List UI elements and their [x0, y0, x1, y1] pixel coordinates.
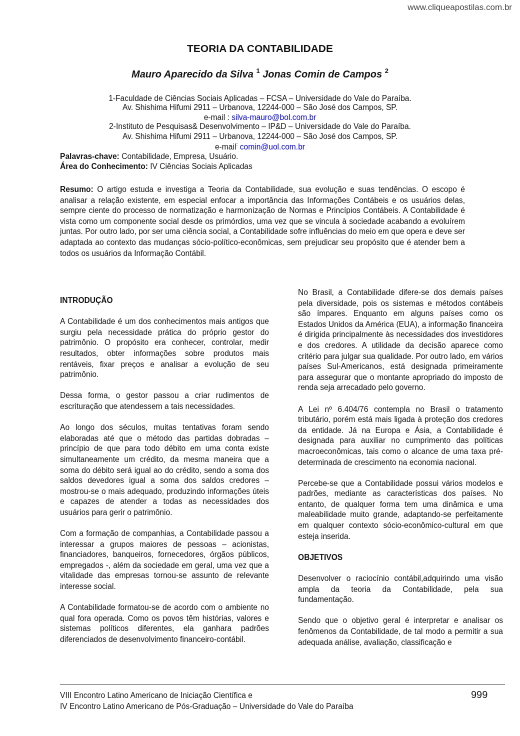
- paragraph: No Brasil, a Contabilidade difere-se dos demais países pela diversidade, pois os sistemas e métodos contábeis são ímpares. Enquanto em alguns países como os Estados Unidos da América (EUA), a informação financeira é dirigida principalmente às necessidades dos investidores e dos credores. A utilidade da decisão aparece como critério para julgar sua qualidade. Por outro lado, em vários países Sul-Americanos, está designada primeiramente para assegurar que o montante apropriado do imposto de renda seja arrecadado pelo governo.: [298, 288, 503, 393]
- author-2: Jonas Comin de Campos: [262, 69, 383, 81]
- email-link-1[interactable]: silva-mauro@bol.com.br: [231, 112, 317, 122]
- left-column: [60, 296, 269, 656]
- author-2-marker: 2: [384, 68, 389, 75]
- paragraph: A Lei nº 6.404/76 contempla no Brasil o tratamento tributário, porém está mais ligada à proteção dos credores da entidade. Já na Europa e Ásia, a Contabilidade é designada para auxiliar no cumprimento das políticas macroeconômicas, tais como o alcance de uma taxa pré-determinada de crescimento na economia nacional.: [298, 404, 503, 467]
- paragraph: Percebe-se que a Contabilidade possui vários modelos e padrões, mediante as características dos países. No entanto, de qualquer forma tem uma dinâmica e uma maleabilidade muito grande, adaptando-se perfeitamente em qualquer contexto sócio-econômico-cultural em que esteja inserida.: [298, 478, 503, 541]
- paragraph: Dessa forma, o gestor passou a criar rudimentos de escrituração que atendessem a tais necessidades.: [60, 391, 269, 411]
- abstract-label: Resumo:: [60, 185, 94, 194]
- affiliation-2: 2-Instituto de Pesquisas& Desenvolvimento – IP&D – Universidade do Vale do Paraíba.: [109, 122, 411, 132]
- paragraph: Sendo que o objetivo geral é interpretar e analisar os fenômenos da Contabilidade, de tal modo a permitir a sua adequada análise, avaliação, classificação e: [298, 616, 503, 647]
- footer-line-1: VIII Encontro Latino Americano de Iniciação Científica e: [60, 691, 253, 700]
- abstract-text: O artigo estuda e investiga a Teoria da Contabilidade, sua evolução e suas tendências. O escopo é analisar a relação existente, em especial enfocar a importância das Informações Contábeis e os usuários delas, sempre ciente do processo de normatização e harmonização de Normas e Princípios Contábeis. A Contabilidade é vista como um componente social desde os primórdios, uma vez que se vincula à sociedade acabando a evoluírem juntas. Por outro lado, por ser uma ciência social, a Contabilidade sofre influências do meio em que opera e deve ser adaptada ao contexto das mudanças sócio-político-econômicas, sem prejudicar seu propósito que é atender bem a todos os usuários da Informação Contábil.: [60, 185, 465, 258]
- abstract: [60, 185, 465, 259]
- paragraph: A Contabilidade é um dos conhecimentos mais antigos que surgiu pela necessidade prática do próprio gestor do patrimônio. O propósito era conhecer, controlar, medir resultados, obter informações sobre produtos mais rentáveis, fixar preços e analisar a evolução de seu patrimônio.: [60, 317, 269, 380]
- email-line-2: e-mail: comin@uol.com.br: [214, 142, 306, 152]
- address-2: Av. Shishima Hifumi 2911 – Urbanova, 12244-000 – São José dos Campos, SP.: [122, 131, 398, 141]
- paragraph: Desenvolver o raciocínio contábil,adquirindo uma visão ampla da teoria da Contabilidade, pela sua fundamentação.: [298, 574, 503, 605]
- address-1: Av. Shishima Hifumi 2911 – Urbanova, 12244-000 – São José dos Campos, SP.: [122, 103, 398, 113]
- paper-title: TEORIA DA CONTABILIDADE: [186, 43, 334, 55]
- paragraph: Ao longo dos séculos, muitas tentativas foram sendo elaboradas até que o método das partidas dobradas – princípio de que para todo débito em uma conta existe simultaneamente um crédito, da mesma maneira que a soma do débito será igual ao do crédito, sendo a soma dos saldos devedores igual a soma dos saldos credores – mostrou-se o mais adequado, produzindo informações úteis e capazes de atender a todas as necessidades dos usuários para gerir o patrimônio.: [60, 423, 269, 517]
- section-heading-introducao: INTRODUÇÃO: [60, 296, 113, 305]
- affiliation-1: 1-Faculdade de Ciências Sociais Aplicadas – FCSA – Universidade do Vale do Paraíba.: [108, 94, 412, 103]
- paragraph: Com a formação de companhias, a Contabilidade passou a interessar a grupos maiores de pessoas – acionistas, financiadores, banqueiros, fornecedores, órgãos públicos, empregados -, além da sociedade em geral, uma vez que a vitalidade das empresas tornou-se assunto de relevante interesse social.: [60, 529, 269, 592]
- area-value: IV Ciências Sociais Aplicadas: [150, 162, 253, 171]
- right-column: [298, 288, 503, 659]
- affiliations: [0, 94, 520, 152]
- email-link-2[interactable]: comin@uol.com.br: [239, 142, 306, 152]
- author-1: Mauro Aparecido da Silva: [131, 69, 254, 81]
- footer-line-2: IV Encontro Latino Americano de Pós-Graduação – Universidade do Vale do Paraíba: [60, 702, 354, 711]
- keywords-block: [60, 152, 252, 172]
- footer-divider: [60, 684, 505, 685]
- paragraph: A Contabilidade formatou-se de acordo com o ambiente no qual fora operada. Como os povos têm histórias, valores e sistemas políticos diferentes, ela ganhara padrões diferenciados de desenvolvimento financeiro-contábil.: [60, 603, 269, 644]
- keywords-label: Palavras-chave:: [60, 152, 120, 161]
- email-line-1: e-mail : silva-mauro@bol.com.br: [203, 112, 317, 122]
- author-line: [0, 68, 520, 80]
- area-label: Área do Conhecimento:: [60, 162, 148, 171]
- section-heading-objetivos: OBJETIVOS: [298, 552, 343, 562]
- keywords-value: Contabilidade, Empresa, Usuário.: [121, 152, 239, 161]
- page-number: 999: [471, 690, 488, 701]
- footer-text: [60, 690, 353, 712]
- author-1-marker: 1: [256, 68, 260, 75]
- watermark-url: www.cliqueapostilas.com.br: [407, 2, 512, 12]
